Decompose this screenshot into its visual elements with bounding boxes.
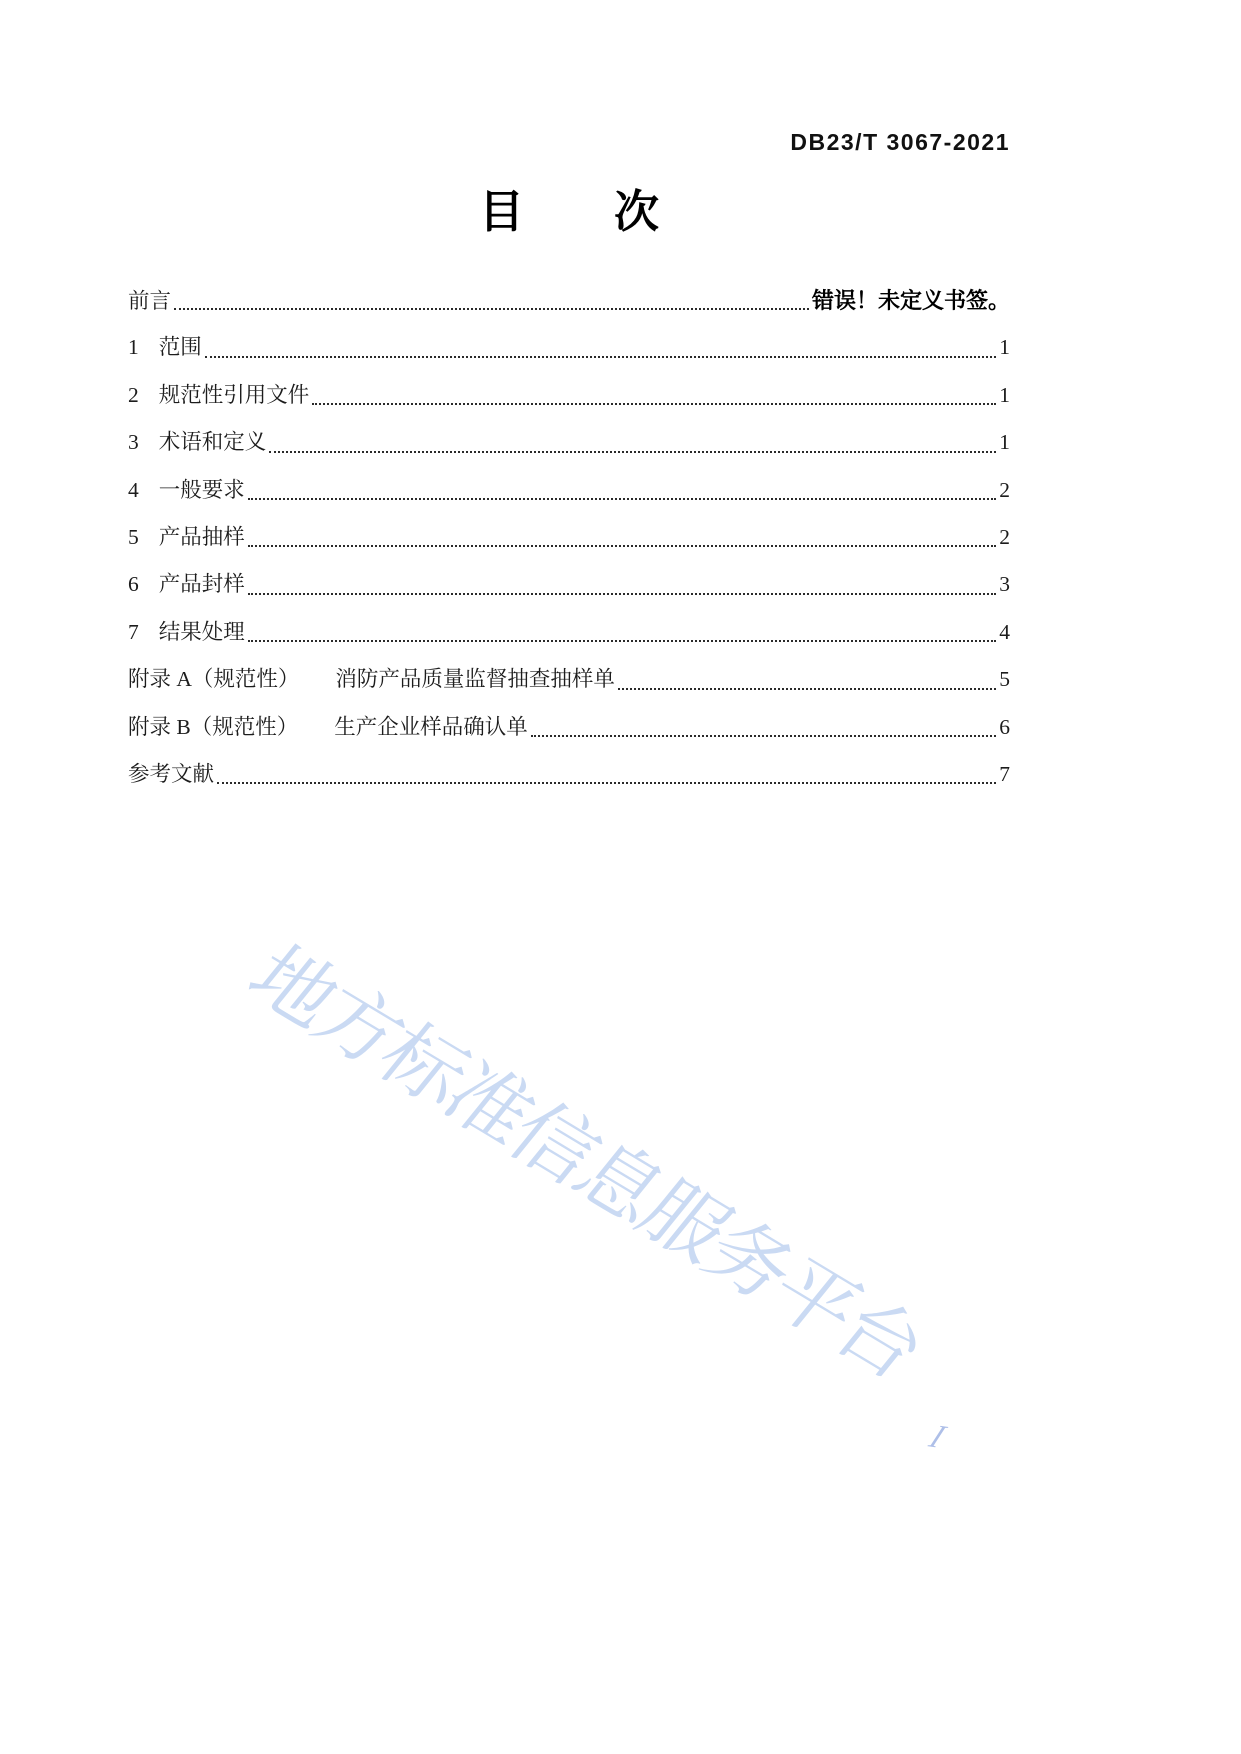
toc-entry-page: 4 <box>999 619 1010 644</box>
toc-dot-leader <box>248 640 996 642</box>
toc-entry-label: 结果处理 <box>158 619 245 644</box>
toc-entry-page: 错误！未定义书签。 <box>811 288 1010 313</box>
toc-entry-page: 2 <box>999 524 1010 549</box>
toc-entry-page: 5 <box>999 667 1010 692</box>
toc-entry-number: 7 <box>128 619 139 644</box>
toc-entry-page: 1 <box>999 382 1010 407</box>
toc-entry-number: 3 <box>128 430 139 455</box>
toc-entry-label: 规范性引用文件 <box>158 382 310 407</box>
toc-entry-number: 附录 B（规范性） <box>128 714 299 739</box>
toc-entry-page: 2 <box>999 477 1010 502</box>
toc-entry-label: 术语和定义 <box>158 430 267 455</box>
toc-entry[interactable] <box>128 372 1010 419</box>
toc-entry-number: 附录 A（规范性） <box>128 667 300 692</box>
toc-entry-page: 7 <box>999 761 1010 786</box>
toc-entry[interactable] <box>128 609 1010 656</box>
toc-list <box>128 277 1010 798</box>
toc-dot-leader <box>248 593 996 595</box>
toc-entry[interactable] <box>128 467 1010 514</box>
toc-entry-label: 参考文献 <box>128 761 215 786</box>
toc-entry-number: 4 <box>128 477 139 502</box>
toc-dot-leader <box>174 308 809 310</box>
toc-title: 目 次 <box>478 186 659 237</box>
toc-entry[interactable] <box>128 561 1010 608</box>
toc-dot-leader <box>618 688 996 690</box>
toc-entry-page: 3 <box>999 572 1010 597</box>
toc-entry-label: 前言 <box>128 289 172 313</box>
toc-entry-label: 范围 <box>158 335 202 360</box>
toc-entry-page: 1 <box>999 430 1010 455</box>
toc-entry-number: 1 <box>128 335 139 360</box>
toc-entry-label: 消防产品质量监督抽查抽样单 <box>335 667 615 692</box>
toc-entry[interactable] <box>128 751 1010 798</box>
toc-entry-page: 1 <box>999 335 1010 360</box>
doc-code: DB23/T 3067-2021 <box>790 129 1010 155</box>
page-number: I <box>924 1417 951 1455</box>
toc-entry-label: 产品抽样 <box>158 524 245 549</box>
toc-entry-page: 6 <box>999 714 1010 739</box>
toc-entry[interactable] <box>128 656 1010 703</box>
toc-entry[interactable] <box>128 277 1010 324</box>
toc-entry-number: 6 <box>128 572 139 597</box>
toc-dot-leader <box>269 451 996 453</box>
toc-entry[interactable] <box>128 704 1010 751</box>
toc-entry-label: 产品封样 <box>158 572 245 597</box>
toc-entry-number: 2 <box>128 382 139 407</box>
toc-entry[interactable] <box>128 324 1010 371</box>
toc-entry-label: 生产企业样品确认单 <box>334 714 528 739</box>
toc-entry-label: 一般要求 <box>158 477 245 502</box>
toc-dot-leader <box>312 403 996 405</box>
toc-dot-leader <box>205 356 996 358</box>
toc-dot-leader <box>217 782 996 784</box>
toc-dot-leader <box>248 545 996 547</box>
toc-dot-leader <box>248 498 996 500</box>
toc-entry-number: 5 <box>128 524 139 549</box>
watermark-text: 地方标准信息服务平台 <box>231 933 939 1394</box>
toc-entry[interactable] <box>128 514 1010 561</box>
toc-entry[interactable] <box>128 419 1010 466</box>
toc-dot-leader <box>531 735 997 737</box>
